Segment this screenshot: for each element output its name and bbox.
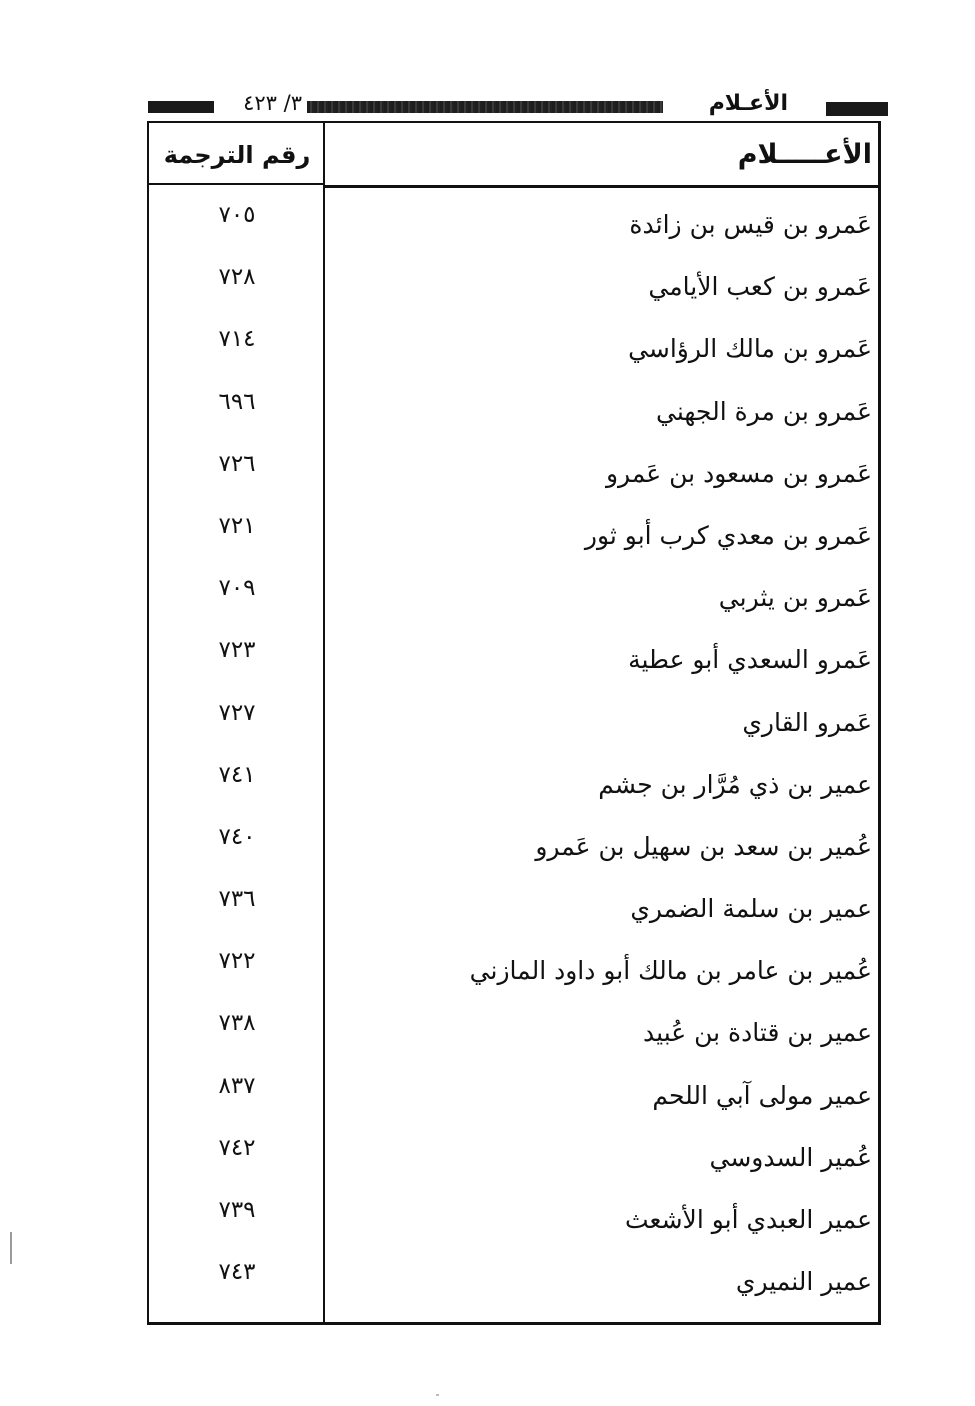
header-ornament-bar-right: [826, 102, 888, 116]
entry-number: ٧٠٥: [218, 202, 256, 228]
entry-number: ٧٤٠: [218, 823, 256, 850]
header-ornament-bar-middle: [307, 101, 663, 113]
index-table: [147, 121, 881, 1325]
table-row: [149, 317, 878, 379]
table-row: [149, 442, 878, 504]
entry-name: عَمرو بن قيس بن زائدة: [629, 210, 872, 239]
entry-number: ٧٢٢: [218, 948, 256, 975]
entry-number: ٧٢٣: [218, 637, 256, 664]
table-row: [149, 1001, 878, 1063]
entry-number: ٧٠٩: [218, 575, 256, 602]
entry-name: عَمرو بن مسعود بن عَمرو: [605, 458, 872, 488]
entry-name: عمير بن ذي مُرَّار بن جشم: [598, 769, 872, 799]
table-row: [149, 566, 878, 628]
entry-number: ٨٣٧: [218, 1072, 256, 1099]
entry-name: عمير مولى آبي اللحم: [652, 1080, 872, 1110]
entry-number: ٧١٤: [218, 326, 256, 353]
entry-name: عَمرو بن مرة الجهني: [656, 396, 872, 426]
scan-artifact-dot: [436, 1394, 439, 1396]
table-rows: [149, 193, 878, 1312]
entry-name: عُمير السدوسي: [709, 1142, 872, 1172]
entry-number: ٧٢٨: [218, 264, 256, 291]
table-row: [149, 380, 878, 442]
header-rule-left: [149, 183, 323, 185]
entry-name: عَمرو بن كعب الأيامي: [648, 272, 872, 302]
entry-number: ٧٣٨: [218, 1010, 256, 1037]
table-row: [149, 939, 878, 1001]
scan-artifact-mark: [10, 1232, 12, 1264]
table-row: [149, 1064, 878, 1126]
running-header-title: الأعـلام: [708, 91, 788, 116]
entry-number: ٧٢١: [218, 512, 256, 539]
entry-number: ٧٣٦: [218, 886, 256, 913]
table-row: [149, 877, 878, 939]
entry-name: عُمير بن سعد بن سهيل بن عَمرو: [535, 831, 872, 861]
entry-name: عَمرو بن معدي كرب أبو ثور: [584, 520, 872, 550]
entry-name: عمير بن سلمة الضمري: [630, 894, 872, 924]
entry-number: ٧٢٦: [218, 450, 256, 477]
entry-name: عَمرو بن مالك الرؤاسي: [628, 334, 872, 364]
entry-number: ٦٩٦: [218, 388, 256, 415]
entry-number: ٧٣٩: [218, 1197, 256, 1223]
entry-number: ٧٤١: [218, 761, 256, 788]
entry-name: عَمرو السعدي أبو عطية: [628, 645, 872, 675]
entry-name: عُمير بن عامر بن مالك أبو داود المازني: [469, 956, 872, 986]
table-row: [149, 815, 878, 877]
entry-number: ٧٤٢: [218, 1134, 256, 1161]
table-row: [149, 1250, 878, 1312]
column-header-entry-number: رقم الترجمة: [163, 141, 311, 169]
header-rule: [325, 185, 878, 188]
table-row: [149, 504, 878, 566]
column-header-names: الأعـــــلام: [737, 139, 872, 170]
table-row: [149, 255, 878, 317]
page-number: ٣/ ٤٢٣: [243, 91, 302, 115]
entry-name: عَمرو القاري: [742, 707, 872, 737]
table-row: [149, 193, 878, 255]
entry-number: ٧٤٣: [218, 1259, 256, 1286]
entry-name: عمير العبدي أبو الأشعث: [625, 1205, 872, 1234]
table-row: [149, 753, 878, 815]
table-row: [149, 628, 878, 690]
entry-number: ٧٢٧: [218, 699, 256, 726]
table-row: [149, 1188, 878, 1250]
entry-name: عَمرو بن يثربي: [718, 583, 872, 613]
table-row: [149, 1126, 878, 1188]
entry-name: عمير بن قتادة بن عُبيد: [643, 1018, 872, 1048]
entry-name: عمير النميري: [735, 1267, 872, 1297]
header-ornament-bar-left: [148, 101, 214, 113]
running-header: [148, 88, 888, 122]
table-row: [149, 691, 878, 753]
